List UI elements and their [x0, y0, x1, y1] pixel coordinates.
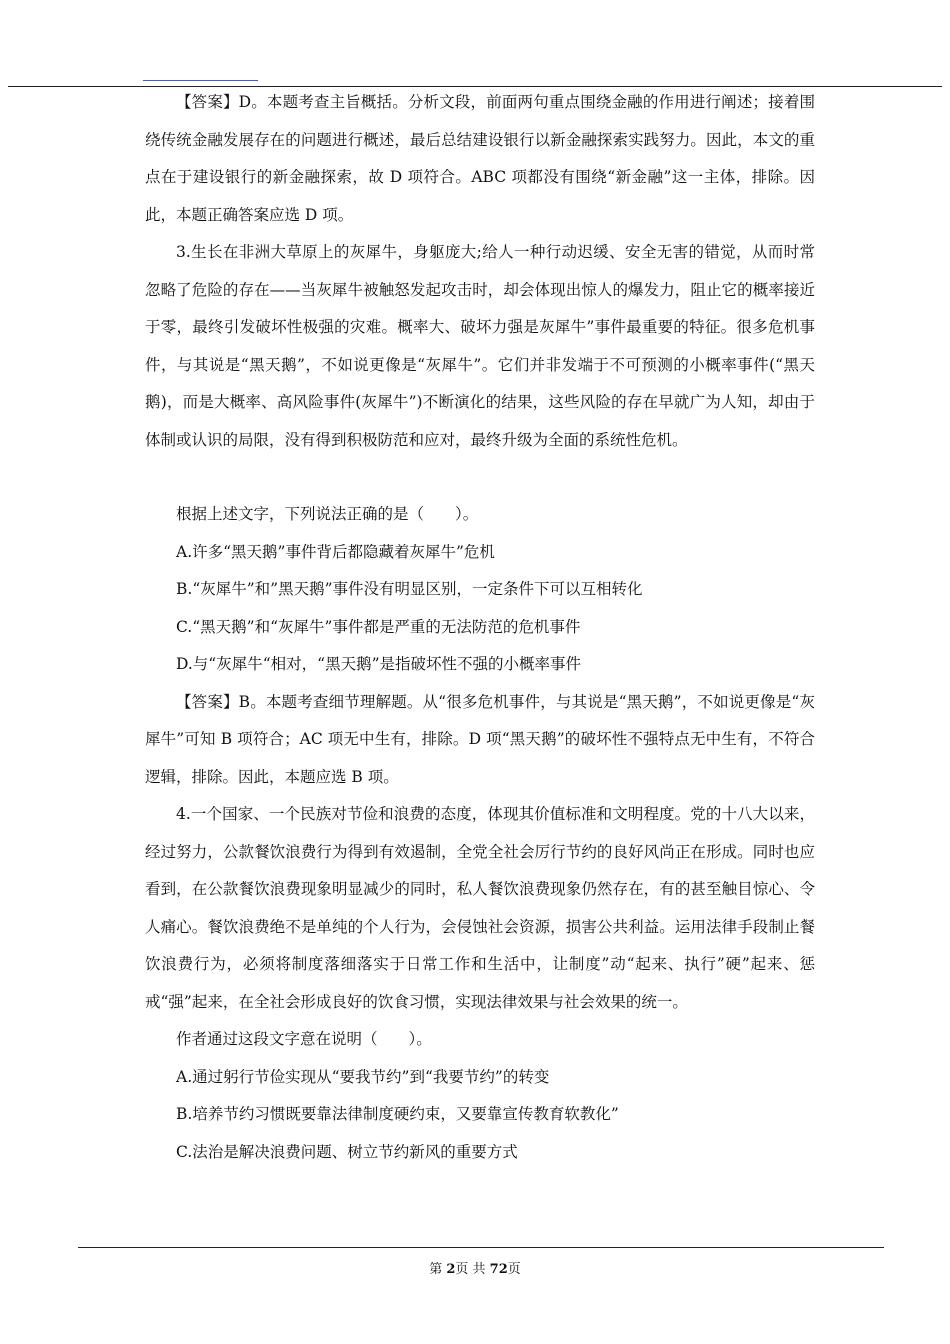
- spacer: [145, 459, 815, 496]
- footer-middle: 页 共: [455, 1262, 490, 1277]
- question-3-option-a: A.许多“黑天鹅”事件背后都隐藏着灰犀牛”危机: [176, 542, 495, 561]
- question-3-option-d: D.与“灰犀牛“相对，“黑天鹅”是指破坏性不强的小概率事件: [176, 655, 581, 673]
- page-footer: [0, 1258, 950, 1277]
- footer-suffix: 页: [507, 1262, 521, 1277]
- current-page-number: 2: [446, 1262, 456, 1277]
- question-3-passage: 3.生长在非洲大草原上的灰犀牛，身躯庞大;给人一种行动迟缓、安全无害的错觉，从而时常忽略了危险的存在——当灰犀牛被触怒发起攻击时，却会体现出惊人的爆发力，阻止它的概率接近于零，最终引发破坏性极强的灾难。概率大、破坏力强是灰犀牛”事件最重要的特征。很多危机事件，与其说是“黑天鹅”，不如说更像是“灰犀牛”。它们并非发端于不可预测的小概率事件(“黑天鹅)，而是大概率、高风险事件(灰犀牛”)不断演化的结果，这些风险的存在早就广为人知，却由于体制或认识的局限，没有得到积极防范和应对，最终升级为全面的系统性危机。: [145, 243, 815, 449]
- footer-prefix: 第: [429, 1262, 447, 1277]
- answer-paragraph-q2: 【答案】D。本题考查主旨概括。分析文段，前面两句重点围绕金融的作用进行阐述；接着围绕传统金融发展存在的问题进行概述，最后总结建设银行以新金融探索实践努力。因此，本文的重点在于建设银行的新金融探索，故 D 项符合。ABC 项都没有围绕“新金融”这一主体，排除。因此，本题正确答案应选 D 项。: [145, 93, 815, 224]
- question-3-option-b: B.“灰犀牛”和”黑天鹅”事件没有明显区别，一定条件下可以互相转化: [176, 580, 643, 598]
- document-body: [145, 84, 815, 1171]
- question-3-prompt: 根据上述文字，下列说法正确的是（ ）。: [176, 505, 479, 523]
- question-4-passage: 4.一个国家、一个民族对节俭和浪费的态度，体现其价值标准和文明程度。党的十八大以来，经过努力，公款餐饮浪费行为得到有效遏制，全党全社会厉行节约的良好风尚正在形成。同时也应看到，在公款餐饮浪费现象明显减少的同时，私人餐饮浪费现象仍然存在，有的甚至触目惊心、令人痛心。餐饮浪费绝不是单纯的个人行为，会侵蚀社会资源，损害公共利益。运用法律手段制止餐饮浪费行为，必须将制度落细落实于日常工作和生活中，让制度”动“起来、执行”硬”起来、惩戒“强”起来，在全社会形成良好的饮食习惯，实现法律效果与社会效果的统一。: [145, 805, 815, 1011]
- question-4-prompt: 作者通过这段文字意在说明（ ）。: [176, 1030, 432, 1048]
- footer-divider: [78, 1247, 884, 1248]
- header-link-underline[interactable]: [143, 80, 258, 81]
- question-4-option-b: B.培养节约习惯既要靠法律制度硬约束，又要靠宣传教育软教化”: [176, 1105, 619, 1123]
- answer-paragraph-q3: 【答案】B。本题考查细节理解题。从“很多危机事件，与其说是“黑天鹅”，不如说更像是“灰犀牛”可知 B 项符合；AC 项无中生有，排除。D 项“黑天鹅”的破坏性不强特点无中生有，不符合逻辑，排除。因此，本题应选 B 项。: [145, 692, 815, 786]
- question-4-option-a: A.通过躬行节俭实现从“要我节约”到“我要节约”的转变: [176, 1067, 550, 1086]
- total-pages-number: 72: [489, 1262, 508, 1277]
- question-3-option-c: C.“黑天鹅”和“灰犀牛”事件都是严重的无法防范的危机事件: [176, 617, 581, 636]
- question-4-option-c: C.法治是解决浪费问题、树立节约新风的重要方式: [176, 1142, 518, 1161]
